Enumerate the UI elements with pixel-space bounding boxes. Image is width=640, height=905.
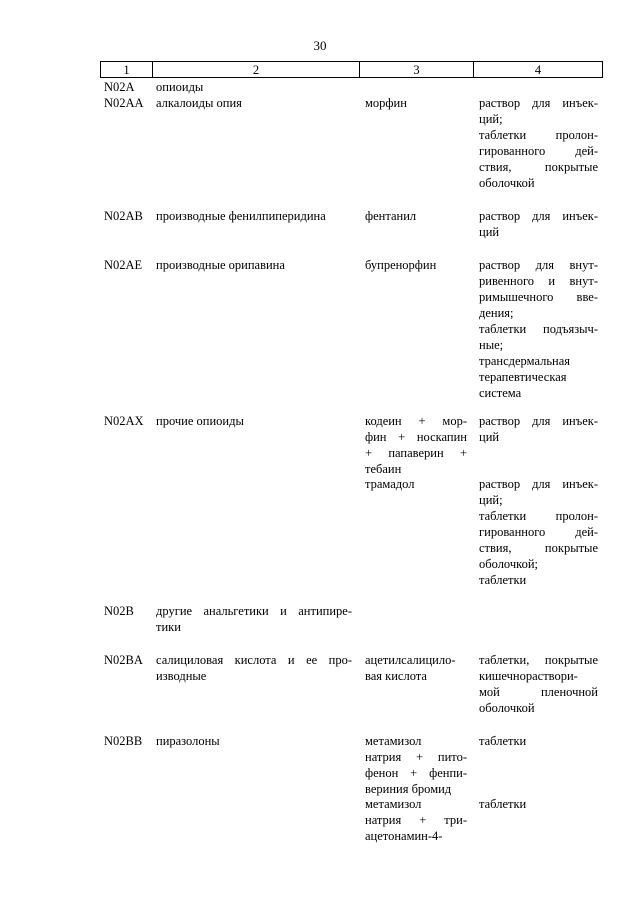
atc-code: N02AE	[104, 258, 143, 272]
atc-code: N02BA	[104, 653, 143, 667]
atc-code: N02B	[104, 604, 134, 618]
atc-code: N02AA	[104, 96, 144, 110]
header-cell-4: 4	[534, 63, 542, 77]
page-number: 30	[313, 38, 327, 53]
header-cell-2: 2	[252, 63, 260, 77]
group-name: салициловая кислота и ее про- изводные	[156, 653, 352, 683]
header-cell-1: 1	[123, 63, 130, 77]
atc-code: N02BB	[104, 734, 143, 748]
dosage-form: таблетки, покрытые кишечнораствори- мой пленочной оболочкой	[479, 653, 598, 715]
drug-name: метамизол натрия + три- ацетонамин-4-	[365, 797, 467, 843]
dosage-form: раствор для инъек- ций; таблетки пролон- гированного дей- ствия, покрытые оболочкой; таблетки	[479, 477, 598, 587]
group-name: прочие опиоиды	[156, 414, 244, 428]
drug-name: кодеин + мор- фин + носкапин + папаверин + тебаин	[365, 414, 467, 476]
drug-name: трамадол	[365, 477, 415, 491]
drug-name: морфин	[365, 96, 407, 110]
group-name: другие анальгетики и антипире- тики	[156, 604, 352, 634]
group-name: опиоиды	[156, 80, 204, 94]
header-col-divider-4	[602, 61, 603, 78]
dosage-form: таблетки	[479, 734, 527, 748]
group-name: пиразолоны	[156, 734, 220, 748]
header-cell-3: 3	[413, 63, 420, 77]
dosage-form: раствор для инъек- ций	[479, 209, 598, 239]
group-name: производные орипавина	[156, 258, 285, 272]
drug-name: бупренорфин	[365, 258, 437, 272]
dosage-form: раствор для инъек- ций	[479, 414, 598, 444]
group-name: алкалоиды опия	[156, 96, 242, 110]
dosage-form: раствор для инъек- ций; таблетки пролон- гированного дей- ствия, покрытые оболочкой	[479, 96, 598, 190]
group-name: производные фенилпиперидина	[156, 209, 326, 223]
drug-name: метамизол натрия + пито- фенон + фенпи- вериния бромид	[365, 734, 467, 796]
drug-name: ацетилсалицило- вая кислота	[365, 653, 456, 683]
atc-code: N02AB	[104, 209, 143, 223]
drug-name: фентанил	[365, 209, 417, 223]
atc-code: N02A	[104, 80, 135, 94]
atc-code: N02AX	[104, 414, 144, 428]
dosage-form: раствор для внут- ривенного и внут- римышечного вве- дения; таблетки подъязыч- ные; трансдермальная терапевтическая система	[479, 258, 598, 400]
dosage-form: таблетки	[479, 797, 527, 811]
